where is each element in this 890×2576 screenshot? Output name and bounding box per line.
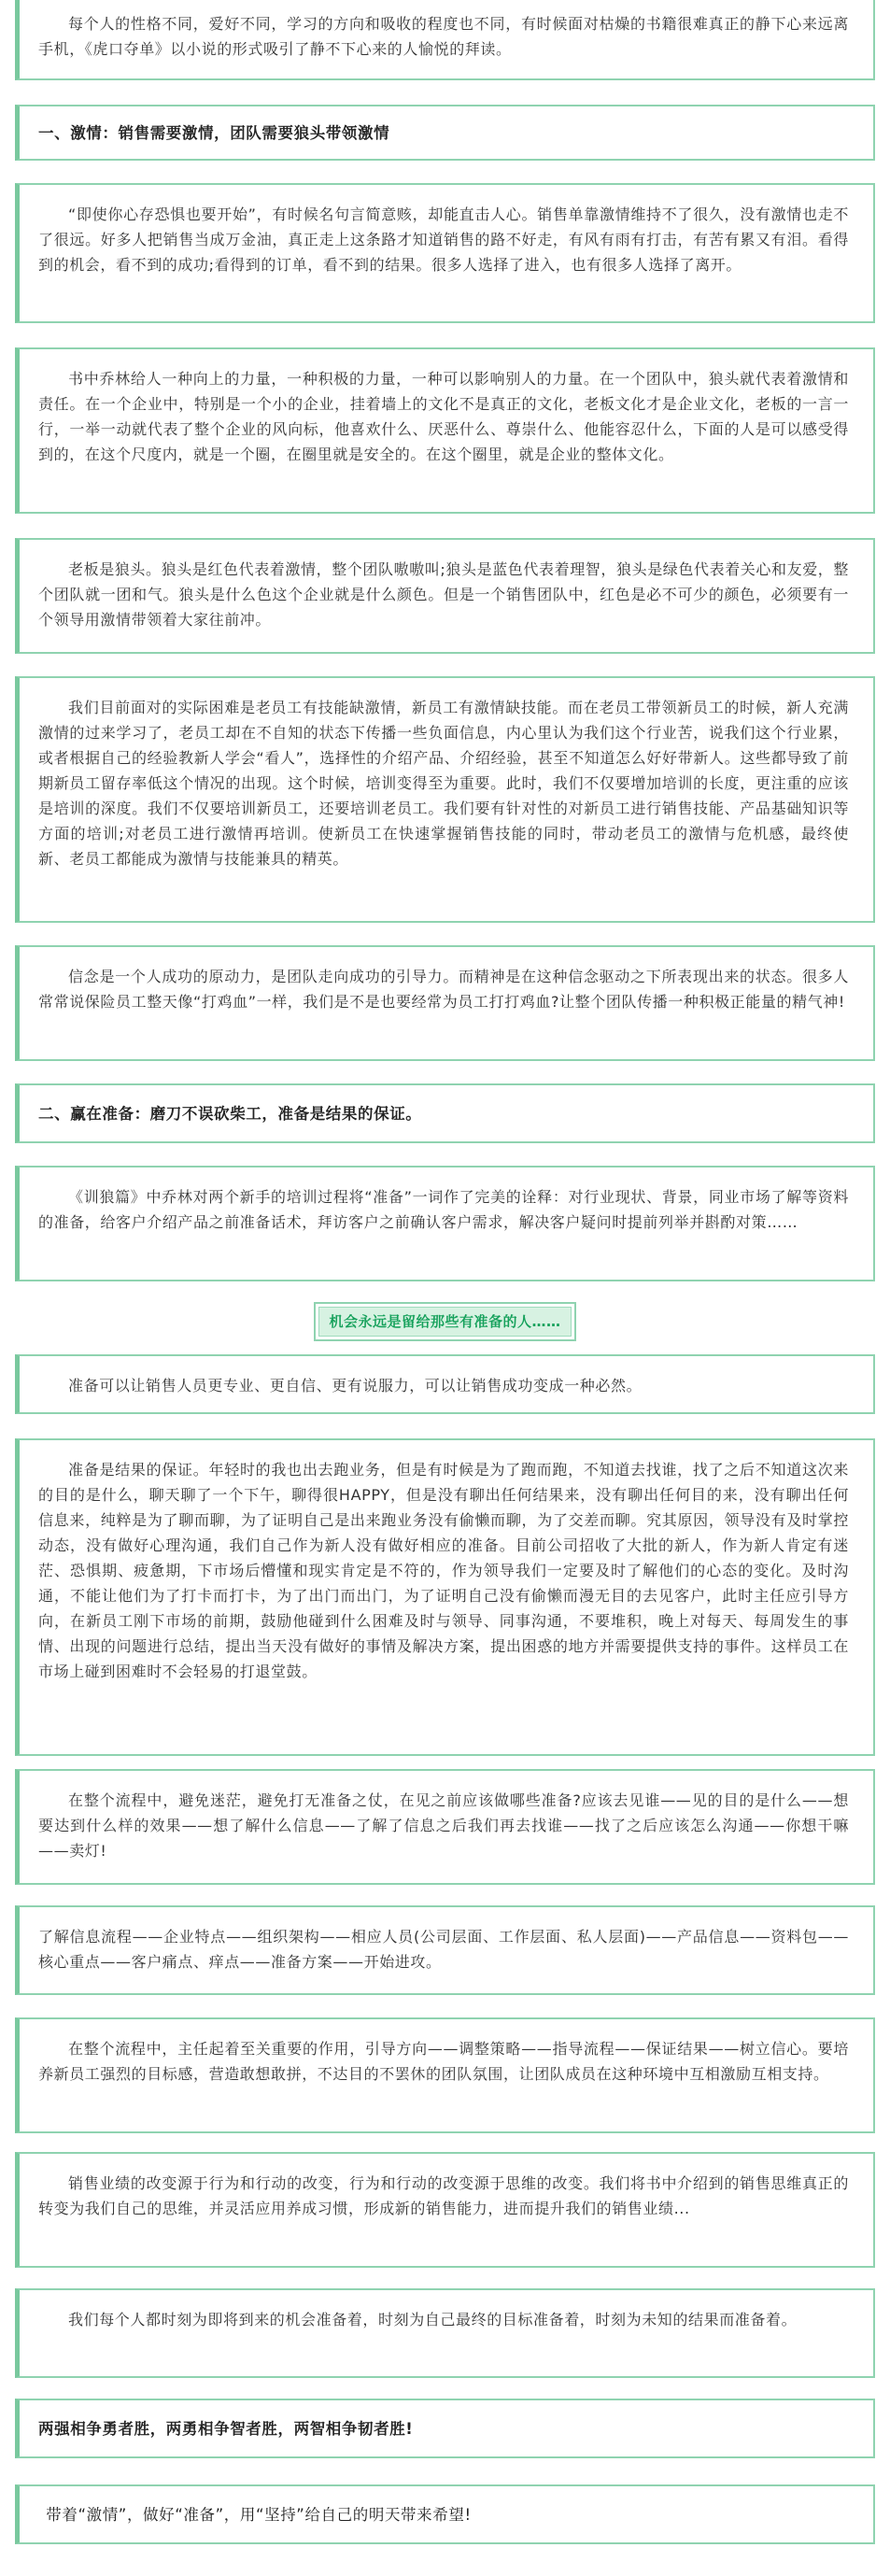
paragraph: 信念是一个人成功的原动力，是团队走向成功的引导力。而精神是在这种信念驱动之下所表现出来的状态。很多人常常说保险员工整天像“打鸡血”一样，我们是不是也要经常为员工打打鸡血?让整个团队传播一种积极正能量的精气神! <box>38 968 849 1011</box>
section-heading-text: 二、赢在准备：磨刀不误砍柴工，准备是结果的保证。 <box>38 1104 422 1123</box>
closing-heading-card <box>15 2399 875 2458</box>
paragraph-card <box>15 1166 875 1281</box>
paragraph-card <box>15 945 875 1061</box>
highlight-banner <box>314 1302 575 1341</box>
closing-paragraph: 带着“激情”，做好“准备”，用“坚持”给自己的明天带来希望! <box>46 2505 472 2524</box>
paragraph-card <box>15 1354 875 1414</box>
intro-paragraph: 每个人的性格不同，爱好不同，学习的方向和吸收的程度也不同，有时候面对枯燥的书籍很难真正的静下心来远离手机，《虎口夺单》以小说的形式吸引了静不下心来的人愉悦的拜读。 <box>38 15 849 58</box>
paragraph-card <box>15 2152 875 2268</box>
section-heading-preparation <box>15 1083 875 1143</box>
paragraph-card <box>15 676 875 923</box>
closing-heading-text: 两强相争勇者胜，两勇相争智者胜，两智相争韧者胜! <box>38 2419 414 2438</box>
paragraph: 在整个流程中，主任起着至关重要的作用，引导方向——调整策略——指导流程——保证结果——树立信心。要培养新员工强烈的目标感，营造敢想敢拼，不达目的不罢休的团队氛围，让团队成员在这种环境中互相激励互相支持。 <box>38 2040 849 2083</box>
closing-paragraph-card <box>15 2484 875 2544</box>
paragraph-card <box>15 538 875 654</box>
paragraph: 我们每个人都时刻为即将到来的机会准备着，时刻为自己最终的目标准备着，时刻为未知的结果而准备着。 <box>68 2311 798 2328</box>
paragraph: 老板是狼头。狼头是红色代表着激情，整个团队嗷嗷叫;狼头是蓝色代表着理智，狼头是绿色代表着关心和友爱，整个团队就一团和气。狼头是什么色这个企业就是什么颜色。但是一个销售团队中，红色是必不可少的颜色，必须要有一个领导用激情带领着大家往前冲。 <box>38 560 849 629</box>
paragraph: 了解信息流程——企业特点——组织架构——相应人员(公司层面、工作层面、私人层面)——产品信息——资料包——核心重点——客户痛点、痒点——准备方案——开始进攻。 <box>38 1928 849 1971</box>
paragraph-card <box>15 2017 875 2133</box>
paragraph: 《训狼篇》中乔林对两个新手的培训过程将“准备”一词作了完美的诠释：对行业现状、背景，同业市场了解等资料的准备，给客户介绍产品之前准备话术，拜访客户之前确认客户需求，解决客户疑问时提前列举并斟酌对策…… <box>38 1188 849 1231</box>
section-heading-passion <box>15 105 875 161</box>
paragraph: 我们目前面对的实际困难是老员工有技能缺激情，新员工有激情缺技能。而在老员工带领新员工的时候，新人充满激情的过来学习了，老员工却在不自知的状态下传播一些负面信息，内心里认为我们这个行业苦，说我们这个行业累，或者根据自己的经验教新人学会“看人”，选择性的介绍产品、介绍经验，甚至不知道怎么好好带新人。这些都导致了前期新员工留存率低这个情况的出现。这个时候，培训变得至为重要。此时，我们不仅要增加培训的长度，更注重的应该是培训的深度。我们不仅要培训新员工，还要培训老员工。我们要有针对性的对新员工进行销售技能、产品基础知识等方面的培训;对老员工进行激情再培训。使新员工在快速掌握销售技能的同时，带动老员工的激情与危机感，最终使新、老员工都能成为激情与技能兼具的精英。 <box>38 699 849 868</box>
paragraph: 准备是结果的保证。年轻时的我也出去跑业务，但是有时候是为了跑而跑，不知道去找谁，找了之后不知道这次来的目的是什么，聊天聊了一个下午，聊得很HAPPY，但是没有聊出任何结果来，没有聊出任何目的来，没有聊出任何信息来，纯粹是为了聊而聊，为了证明自己是出来跑业务没有偷懒而聊，为了交差而聊。究其原因，领导没有及时掌控动态，没有做好心理沟通，我们自己作为新人没有做好相应的准备。目前公司招收了大批的新人，作为新人肯定有迷茫、恐惧期、疲惫期，下市场后懵懂和现实肯定是不符的，作为领导我们一定要及时了解他们的心态的变化。及时沟通，不能让他们为了打卡而打卡，为了出门而出门，为了证明自己没有偷懒而漫无目的去见客户，此时主任应引导方向，在新员工刚下市场的前期，鼓励他碰到什么困难及时与领导、同事沟通，不要堆积，晚上对每天、每周发生的事情、出现的问题进行总结，提出当天没有做好的事情及解决方案，提出困惑的地方并需要提供支持的事件。这样员工在市场上碰到困难时不会轻易的打退堂鼓。 <box>38 1461 849 1680</box>
highlight-banner-wrap <box>0 1302 890 1341</box>
paragraph: 书中乔林给人一种向上的力量，一种积极的力量，一种可以影响别人的力量。在一个团队中，狼头就代表着激情和责任。在一个企业中，特别是一个小的企业，挂着墙上的文化不是真正的文化，老板文化才是企业文化，老板的一言一行，一举一动就代表了整个企业的风向标，他喜欢什么、厌恶什么、尊崇什么、他能容忍什么，下面的人是可以感受得到的，在这个尺度内，就是一个圈，在圈里就是安全的。在这个圈里，就是企业的整体文化。 <box>38 370 849 463</box>
intro-paragraph-card <box>15 0 875 80</box>
paragraph-card <box>15 2288 875 2378</box>
paragraph: 准备可以让销售人员更专业、更自信、更有说服力，可以让销售成功变成一种必然。 <box>68 1377 643 1394</box>
paragraph-card <box>15 1438 875 1756</box>
paragraph: “即使你心存恐惧也要开始”，有时候名句言简意赅，却能直击人心。销售单靠激情维持不了很久，没有激情也走不了很远。好多人把销售当成万金油，真正走上这条路才知道销售的路不好走，有风有雨有打击，有苦有累又有泪。看得到的机会，看不到的成功;看得到的订单，看不到的结果。很多人选择了进入，也有很多人选择了离开。 <box>38 205 849 274</box>
section-heading-text: 一、激情：销售需要激情，团队需要狼头带领激情 <box>38 123 390 142</box>
paragraph-card <box>15 347 875 514</box>
highlight-banner-text: 机会永远是留给那些有准备的人…… <box>318 1307 571 1337</box>
paragraph-card <box>15 183 875 323</box>
paragraph-card <box>15 1905 875 1995</box>
paragraph: 在整个流程中，避免迷茫，避免打无准备之仗，在见之前应该做哪些准备?应该去见谁——见的目的是什么——想要达到什么样的效果——想了解什么信息——了解了信息之后我们再去找谁——找了之后应该怎么沟通——你想干嘛——卖灯! <box>38 1791 849 1860</box>
paragraph-card <box>15 1769 875 1885</box>
paragraph: 销售业绩的改变源于行为和行动的改变，行为和行动的改变源于思维的改变。我们将书中介绍到的销售思维真正的转变为我们自己的思维，并灵活应用养成习惯，形成新的销售能力，进而提升我们的销售业绩... <box>38 2174 849 2217</box>
